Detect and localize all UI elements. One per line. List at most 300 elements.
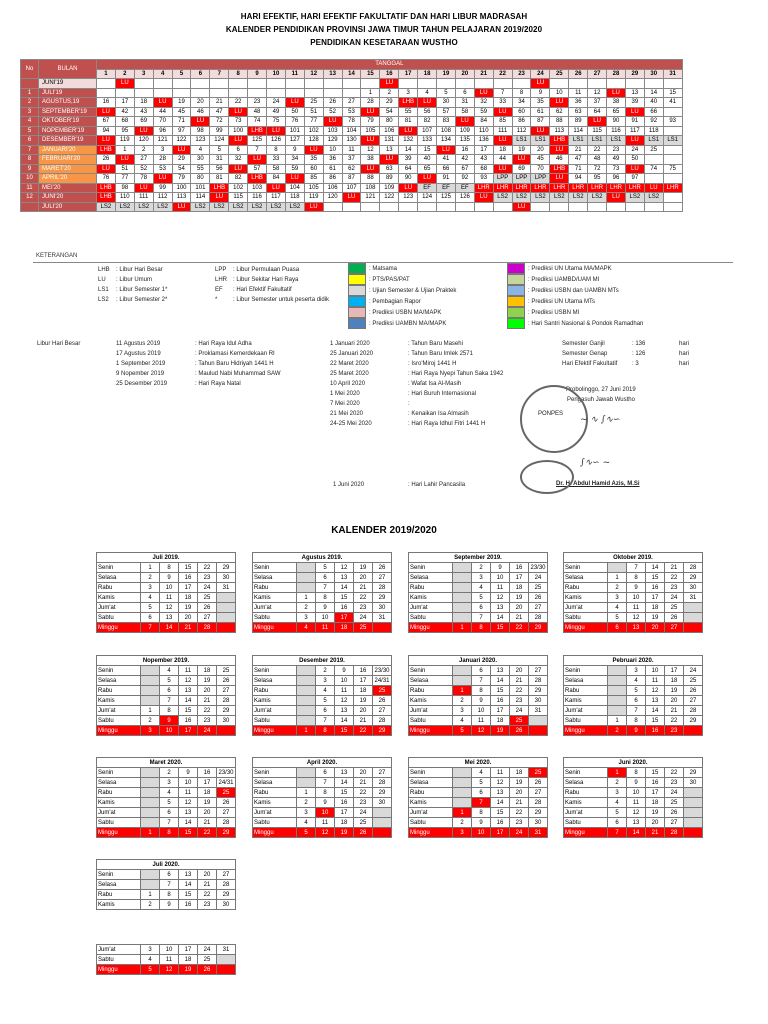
day-cell: 78 <box>342 117 361 127</box>
date-cell: 24 <box>529 573 548 583</box>
date-cell: 28 <box>217 818 236 828</box>
date-cell: 21 <box>510 798 529 808</box>
date-cell: 26 <box>665 808 684 818</box>
weekday-name: Senin <box>409 563 453 573</box>
legend-swatch <box>507 263 525 274</box>
weekday-name: Kamis <box>253 593 297 603</box>
date-cell: 4 <box>608 798 627 808</box>
date-cell: 21 <box>354 583 373 593</box>
date-cell <box>453 676 472 686</box>
date-cell <box>141 808 160 818</box>
weekday-name: Jum'at <box>253 808 297 818</box>
date-cell: 27 <box>217 808 236 818</box>
date-cell: 17 <box>335 808 354 818</box>
date-cell <box>141 676 160 686</box>
date-cell: 3 <box>297 613 316 623</box>
row-number: 12 <box>21 193 39 203</box>
date-cell: 23 <box>665 726 684 736</box>
date-cell <box>608 686 627 696</box>
day-cell: 61 <box>323 164 342 174</box>
holiday-name: : Kenaikan Isa Almasih <box>408 411 469 417</box>
week-day-row <box>97 706 236 716</box>
day-cell: 124 <box>418 193 437 203</box>
date-cell: 17 <box>179 583 198 593</box>
date-cell: 15 <box>646 716 665 726</box>
week-day-row <box>564 686 703 696</box>
day-cell: LU <box>474 88 493 98</box>
day-cell: 74 <box>644 164 663 174</box>
weekday-name: Kamis <box>564 696 608 706</box>
month-title: Mei 2020. <box>409 758 548 768</box>
day-cell: LU <box>512 202 531 212</box>
day-cell: 53 <box>342 107 361 117</box>
day-cell: 73 <box>229 117 248 127</box>
day-cell: 15 <box>418 145 437 155</box>
date-cell: 19 <box>646 808 665 818</box>
day-cell: 44 <box>493 155 512 165</box>
day-cell: 51 <box>304 107 323 117</box>
date-cell: 22 <box>665 768 684 778</box>
date-cell: 9 <box>316 798 335 808</box>
day-cell: 42 <box>115 107 134 117</box>
date-cell: 4 <box>316 686 335 696</box>
date-cell: 1 <box>141 890 160 900</box>
date-cell: 19 <box>510 593 529 603</box>
day-cell: 118 <box>644 126 663 136</box>
date-cell: 15 <box>491 686 510 696</box>
day-cell <box>569 202 588 212</box>
holiday-name: : Hari Buruh Internasional <box>408 391 477 397</box>
date-cell: 6 <box>160 686 179 696</box>
day-cell: LS2 <box>191 202 210 212</box>
date-cell: 23 <box>665 583 684 593</box>
calendar-row <box>21 98 683 108</box>
day-cell: 45 <box>172 107 191 117</box>
day-cell: LS1 <box>531 136 550 146</box>
date-cell: 23 <box>510 818 529 828</box>
day-cell: LU <box>267 126 286 136</box>
day-cell: 26 <box>323 98 342 108</box>
semester-days: : 3 <box>632 361 639 367</box>
day-number-header: 31 <box>663 69 682 79</box>
week-day-row <box>409 563 548 573</box>
day-cell: 34 <box>512 98 531 108</box>
weekday-name: Minggu <box>97 623 141 633</box>
semester-unit: hari <box>679 361 690 367</box>
date-cell <box>217 613 236 623</box>
date-cell: 2 <box>453 818 472 828</box>
day-cell: 100 <box>229 126 248 136</box>
day-cell: 84 <box>267 174 286 184</box>
row-number: 7 <box>21 145 39 155</box>
day-cell: LS1 <box>644 136 663 146</box>
date-cell: 15 <box>491 808 510 818</box>
date-cell: 9 <box>179 768 198 778</box>
date-cell: 16 <box>335 603 354 613</box>
weekday-name: Sabtu <box>97 818 141 828</box>
date-cell <box>373 818 392 828</box>
day-cell <box>588 79 607 89</box>
day-cell <box>437 202 456 212</box>
day-cell: 28 <box>153 155 172 165</box>
date-cell: 19 <box>510 778 529 788</box>
row-number: 6 <box>21 136 39 146</box>
date-cell: 25 <box>665 798 684 808</box>
week-day-row <box>564 696 703 706</box>
weekday-name: Jum'at <box>97 706 141 716</box>
week-day-row <box>409 573 548 583</box>
day-cell: 70 <box>531 164 550 174</box>
row-number <box>21 79 39 89</box>
holiday-date: 25 Januari 2020 <box>330 351 374 357</box>
day-cell: LU <box>97 136 116 146</box>
week-day-row <box>564 768 703 778</box>
day-cell: LPP <box>531 174 550 184</box>
week-day-row <box>253 716 392 726</box>
day-cell: 5 <box>210 145 229 155</box>
week-day-row <box>564 716 703 726</box>
day-cell: 38 <box>607 98 626 108</box>
weekday-name: Sabtu <box>97 716 141 726</box>
month-name: JUNI'20 <box>39 193 97 203</box>
date-cell: 20 <box>354 706 373 716</box>
day-cell <box>172 79 191 89</box>
date-cell: 6 <box>472 603 491 613</box>
day-cell: 92 <box>644 117 663 127</box>
day-cell: 92 <box>455 174 474 184</box>
day-cell: 98 <box>191 126 210 136</box>
day-cell: LU <box>229 136 248 146</box>
legend-code: LHR <box>215 277 228 283</box>
day-cell: 63 <box>569 107 588 117</box>
day-cell: 9 <box>531 88 550 98</box>
day-cell <box>267 79 286 89</box>
weekday-name: Senin <box>253 563 297 573</box>
date-cell: 18 <box>510 583 529 593</box>
date-cell: 17 <box>510 573 529 583</box>
day-cell <box>607 202 626 212</box>
day-cell: LHB <box>248 174 267 184</box>
day-cell: 102 <box>229 183 248 193</box>
date-cell: 28 <box>529 613 548 623</box>
date-cell: 5 <box>608 613 627 623</box>
day-cell: 123 <box>191 136 210 146</box>
date-cell: 18 <box>198 788 217 798</box>
day-cell: LU <box>399 183 418 193</box>
date-cell: 15 <box>491 623 510 633</box>
weekday-name: Selasa <box>97 880 141 890</box>
date-cell <box>453 778 472 788</box>
day-cell: EF <box>437 183 456 193</box>
day-number-header: 26 <box>569 69 588 79</box>
holiday-name: : Hari Raya Nyepi Tahun Saka 1942 <box>408 371 504 377</box>
day-cell: 97 <box>625 174 644 184</box>
day-cell: LU <box>493 107 512 117</box>
day-cell: 62 <box>550 107 569 117</box>
day-cell <box>229 79 248 89</box>
date-cell: 11 <box>491 768 510 778</box>
date-cell: 10 <box>316 808 335 818</box>
day-cell: 56 <box>418 107 437 117</box>
weekday-name: Selasa <box>97 573 141 583</box>
calendar-row <box>21 183 683 193</box>
date-cell: 30 <box>684 583 703 593</box>
date-cell: 6 <box>316 768 335 778</box>
day-cell: 89 <box>380 174 399 184</box>
date-cell: 19 <box>179 603 198 613</box>
day-cell: 65 <box>418 164 437 174</box>
date-cell: 24 <box>510 828 529 838</box>
day-cell: 66 <box>437 164 456 174</box>
day-cell <box>493 202 512 212</box>
week-day-row <box>253 573 392 583</box>
date-cell: 19 <box>665 686 684 696</box>
day-cell: 36 <box>323 155 342 165</box>
day-cell: 119 <box>304 193 323 203</box>
day-cell: LHR <box>512 183 531 193</box>
date-cell: 23 <box>354 603 373 613</box>
day-number-header: 11 <box>285 69 304 79</box>
day-cell: 9 <box>285 145 304 155</box>
day-cell: 110 <box>474 126 493 136</box>
day-cell <box>607 79 626 89</box>
date-cell: 20 <box>510 666 529 676</box>
date-cell: 16 <box>179 900 198 910</box>
day-cell: 51 <box>115 164 134 174</box>
day-number-header: 6 <box>191 69 210 79</box>
date-cell: 12 <box>335 696 354 706</box>
date-cell: 24/31 <box>374 677 390 684</box>
day-cell <box>418 79 437 89</box>
month-name: JULI'20 <box>39 202 97 212</box>
date-cell <box>297 563 316 573</box>
date-cell: 24 <box>665 593 684 603</box>
day-number-header: 20 <box>455 69 474 79</box>
holiday-name: : Isro'Miroj 1441 H <box>408 361 457 367</box>
day-cell: 39 <box>625 98 644 108</box>
day-number-header: 1 <box>97 69 116 79</box>
weekday-name: Minggu <box>97 726 141 736</box>
legend-code-desc: : Libur Semester 2* <box>116 297 168 303</box>
date-cell: 7 <box>316 583 335 593</box>
date-cell: 13 <box>491 788 510 798</box>
legend-code: LU <box>98 277 106 283</box>
date-cell: 16 <box>179 716 198 726</box>
day-cell: LPP <box>493 174 512 184</box>
day-cell: 6 <box>455 88 474 98</box>
week-day-row <box>97 788 236 798</box>
day-cell: EF <box>455 183 474 193</box>
date-cell: 30 <box>529 818 548 828</box>
date-cell: 1 <box>453 623 472 633</box>
date-cell: 14 <box>335 778 354 788</box>
date-cell: 8 <box>472 808 491 818</box>
day-cell: 21 <box>210 98 229 108</box>
date-cell: 11 <box>316 623 335 633</box>
day-cell: 120 <box>134 136 153 146</box>
week-day-row <box>409 696 548 706</box>
day-cell: 107 <box>342 183 361 193</box>
month-title: Desember 2019. <box>253 656 392 666</box>
day-cell: 80 <box>380 117 399 127</box>
day-cell <box>455 79 474 89</box>
day-cell: 108 <box>361 183 380 193</box>
day-cell: LU <box>134 126 153 136</box>
day-cell: LHB <box>97 145 116 155</box>
date-cell: 2 <box>141 900 160 910</box>
date-cell: 15 <box>179 706 198 716</box>
day-cell <box>323 88 342 98</box>
weekday-name: Sabtu <box>97 613 141 623</box>
week-day-row <box>97 880 236 890</box>
month-title: Juni 2020. <box>564 758 703 768</box>
day-cell: 104 <box>285 183 304 193</box>
holiday-name: : Maulud Nabi Muhammad SAW <box>195 371 281 377</box>
signature-place: Probolinggo, 27 Juni 2019 <box>566 387 636 393</box>
day-cell: LU <box>285 174 304 184</box>
day-cell: 136 <box>474 136 493 146</box>
calendar-row <box>21 136 683 146</box>
day-cell <box>644 155 663 165</box>
date-cell: 7 <box>627 563 646 573</box>
day-cell: 6 <box>229 145 248 155</box>
date-cell: 14 <box>646 706 665 716</box>
date-cell: 5 <box>160 676 179 686</box>
day-cell <box>115 88 134 98</box>
day-cell: 32 <box>229 155 248 165</box>
day-cell: 64 <box>588 107 607 117</box>
date-cell: 26 <box>665 613 684 623</box>
day-cell: 97 <box>172 126 191 136</box>
month-calendar <box>96 944 236 975</box>
date-cell: 1 <box>453 808 472 818</box>
week-day-row <box>253 808 392 818</box>
day-cell: 25 <box>644 145 663 155</box>
date-cell: 10 <box>472 706 491 716</box>
day-cell: 105 <box>361 126 380 136</box>
day-cell: 19 <box>512 145 531 155</box>
day-cell: 78 <box>134 174 153 184</box>
date-cell: 5 <box>453 726 472 736</box>
day-cell: LU <box>97 164 116 174</box>
date-cell: 30 <box>217 900 236 910</box>
day-cell: 88 <box>361 174 380 184</box>
date-cell: 26 <box>529 593 548 603</box>
date-cell <box>684 788 703 798</box>
day-cell: 40 <box>644 98 663 108</box>
weekday-name: Senin <box>409 666 453 676</box>
day-cell: 79 <box>361 117 380 127</box>
day-cell: 83 <box>437 117 456 127</box>
date-cell: 21 <box>646 828 665 838</box>
day-cell: 2 <box>380 88 399 98</box>
date-cell: 28 <box>198 623 217 633</box>
row-number <box>21 202 39 212</box>
day-cell: LU <box>625 164 644 174</box>
weekday-name: Kamis <box>409 593 453 603</box>
date-cell: 7 <box>316 778 335 788</box>
day-cell: 15 <box>663 88 682 98</box>
weekday-name: Sabtu <box>409 818 453 828</box>
date-cell: 13 <box>646 696 665 706</box>
day-cell: LHR <box>663 183 682 193</box>
signature-scribble: ∫∿∽ ~ <box>580 458 611 468</box>
day-cell: 17 <box>474 145 493 155</box>
week-day-row <box>564 726 703 736</box>
day-cell: 52 <box>323 107 342 117</box>
legend-code: LPP <box>215 267 227 273</box>
week-day-row <box>253 828 392 838</box>
date-cell: 14 <box>335 583 354 593</box>
day-cell: 58 <box>455 107 474 117</box>
day-cell: 101 <box>285 126 304 136</box>
day-cell: LU <box>229 107 248 117</box>
date-cell <box>684 726 703 736</box>
day-cell: LU <box>418 174 437 184</box>
day-cell: 93 <box>474 174 493 184</box>
weekday-name: Sabtu <box>564 716 608 726</box>
date-cell: 22 <box>198 563 217 573</box>
day-cell: LU <box>531 79 550 89</box>
date-cell: 9 <box>472 696 491 706</box>
date-cell: 16 <box>198 768 217 778</box>
date-cell: 14 <box>646 563 665 573</box>
day-cell: 68 <box>115 117 134 127</box>
date-cell: 9 <box>627 583 646 593</box>
calendar-title: KALENDER 2019/2020 <box>331 525 437 536</box>
day-number-header: 17 <box>399 69 418 79</box>
day-cell: 5 <box>437 88 456 98</box>
date-cell: 4 <box>297 818 316 828</box>
date-cell: 2 <box>141 716 160 726</box>
date-cell: 8 <box>160 706 179 716</box>
weekday-name: Senin <box>253 768 297 778</box>
day-cell: LU <box>191 117 210 127</box>
date-cell: 20 <box>179 613 198 623</box>
date-cell: 24 <box>684 666 703 676</box>
date-cell: 20 <box>510 603 529 613</box>
date-cell: 26 <box>198 603 217 613</box>
day-cell: 63 <box>380 164 399 174</box>
date-cell: 21 <box>510 676 529 686</box>
holiday-date: 1 Januari 2020 <box>330 341 370 347</box>
legend-color-desc: : Hari Santri Nasional & Pondok Ramadhan <box>528 321 644 327</box>
day-cell: 8 <box>267 145 286 155</box>
day-cell: LHR <box>550 183 569 193</box>
week-day-row <box>97 676 236 686</box>
date-cell: 16 <box>491 696 510 706</box>
day-cell <box>644 202 663 212</box>
date-cell: 5 <box>627 686 646 696</box>
day-cell: 81 <box>399 117 418 127</box>
date-cell: 8 <box>627 768 646 778</box>
date-cell: 31 <box>217 945 236 955</box>
date-cell <box>453 788 472 798</box>
day-cell: 12 <box>588 88 607 98</box>
date-cell <box>608 666 627 676</box>
date-cell: 14 <box>335 716 354 726</box>
day-cell: 100 <box>172 183 191 193</box>
day-cell: 12 <box>361 145 380 155</box>
day-cell: 116 <box>248 193 267 203</box>
month-title: April 2020. <box>253 758 392 768</box>
holiday-date: 17 Agustus 2019 <box>116 351 161 357</box>
day-cell: 134 <box>437 136 456 146</box>
week-day-row <box>409 676 548 686</box>
day-cell: 115 <box>588 126 607 136</box>
month-calendar <box>408 655 548 736</box>
date-cell: 28 <box>529 798 548 808</box>
